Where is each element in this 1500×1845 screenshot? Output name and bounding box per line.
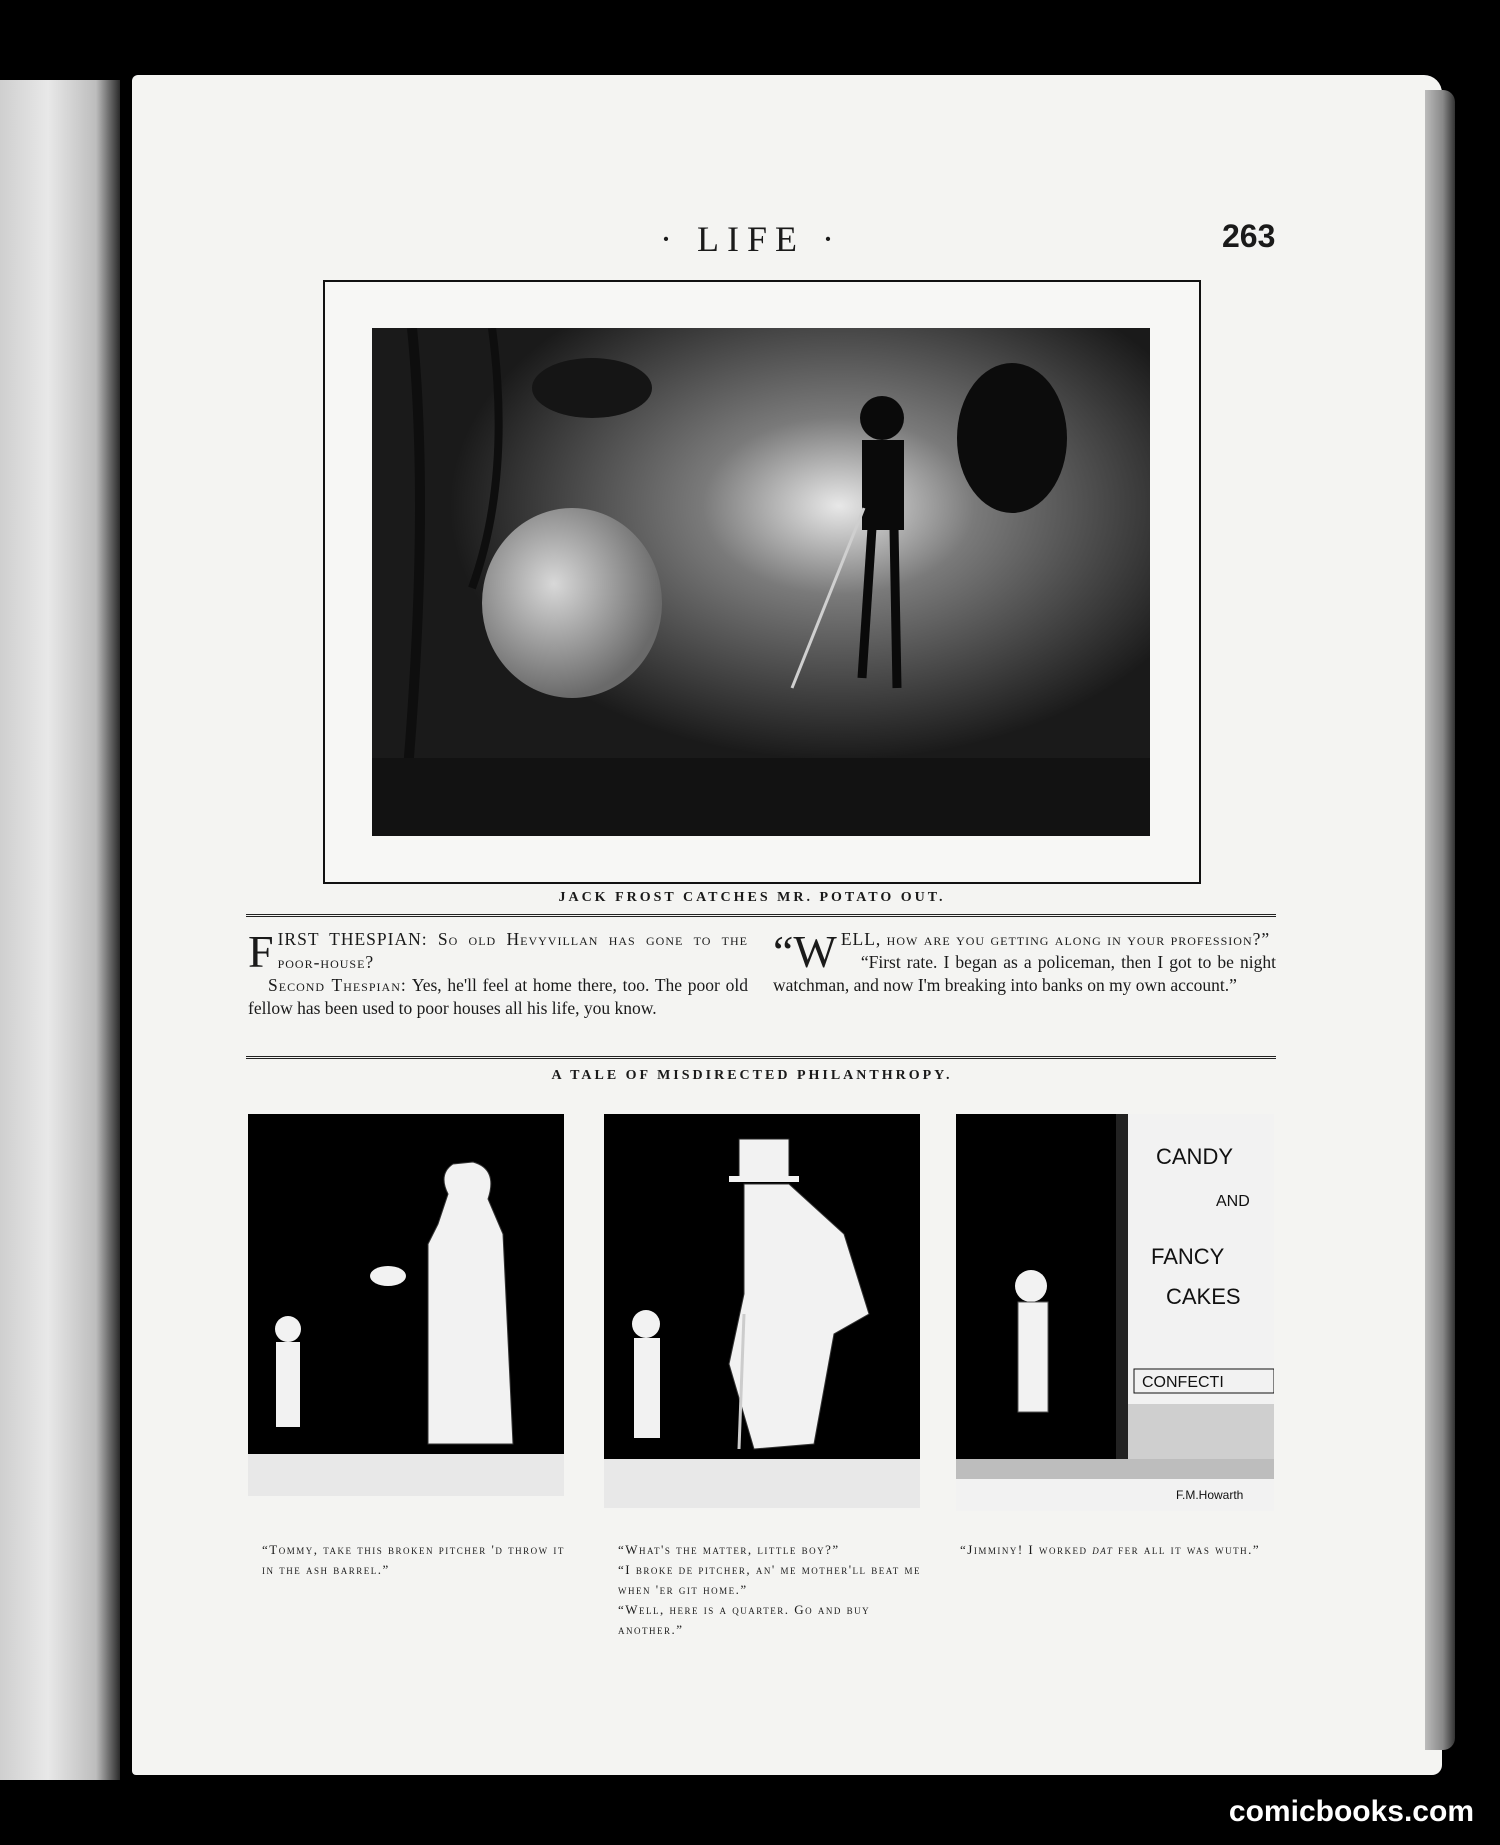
panel-2-caption — [618, 1540, 922, 1640]
jack-frost-illustration — [372, 328, 1150, 836]
magazine-title: · LIFE · — [660, 219, 842, 259]
joke-left-line2: Yes, he'll feel at home there, too. The poor old fellow has been used to poor houses all his life, you know. — [248, 975, 748, 1018]
page-edge — [1425, 90, 1455, 1750]
shop-sign-cakes: CAKES — [1166, 1284, 1241, 1309]
shop-sign-and: AND — [1216, 1193, 1250, 1210]
panel-1-caption: “Tommy, take this broken pitcher 'd throw it in the ash barrel.” — [262, 1542, 565, 1577]
shop-sign-confecti: CONFECTI — [1142, 1374, 1224, 1391]
watermark: comicbooks.com — [1228, 1795, 1474, 1828]
page-number: 263 — [1222, 218, 1276, 254]
illustration-caption: JACK FROST CATCHES MR. POTATO OUT. — [558, 890, 946, 905]
comic-panel-3 — [956, 1114, 1274, 1511]
joke-left-line1: IRST THESPIAN: So old Hevyvillan has gone to the poor-house? — [277, 929, 748, 972]
panel-3-caption-c: fer all it was wuth.” — [1113, 1542, 1261, 1557]
joke-left-speaker: Second Thespian: — [268, 975, 407, 995]
comic-panel-1 — [248, 1114, 564, 1496]
shop-sign-candy: CANDY — [1156, 1144, 1234, 1169]
comic-title: A TALE OF MISDIRECTED PHILANTHROPY. — [551, 1068, 953, 1083]
panel-2-caption-line: “Well, here is a quarter. Go and buy another.” — [618, 1602, 871, 1637]
joke-right-line2: “First rate. I began as a policeman, then I got to be night watchman, and now I'm breaking into banks on my own account.” — [773, 952, 1276, 995]
panel-2-caption-line: “I broke de pitcher, an' me mother'll beat me when 'er git home.” — [618, 1562, 922, 1597]
joke-right-line1: ELL, how are you getting along in your profession?” — [840, 929, 1271, 949]
dropcap: “W — [773, 926, 837, 977]
joke-right — [773, 928, 1276, 997]
shop-sign-fancy: FANCY — [1151, 1244, 1225, 1269]
panel-3-caption-b: dat — [1092, 1542, 1114, 1557]
left-page-edge — [0, 80, 120, 1780]
dropcap: F — [248, 926, 274, 977]
panel-3-caption-a: “Jimminy! I worked — [960, 1542, 1093, 1557]
panel-3-caption — [960, 1540, 1276, 1560]
panel-2-caption-line: “What's the matter, little boy?” — [618, 1542, 840, 1557]
artist-signature: F.M.Howarth — [1176, 1488, 1244, 1502]
divider — [246, 1056, 1276, 1059]
divider — [246, 914, 1276, 917]
comic-panel-2 — [604, 1114, 920, 1508]
joke-left — [248, 928, 748, 1020]
